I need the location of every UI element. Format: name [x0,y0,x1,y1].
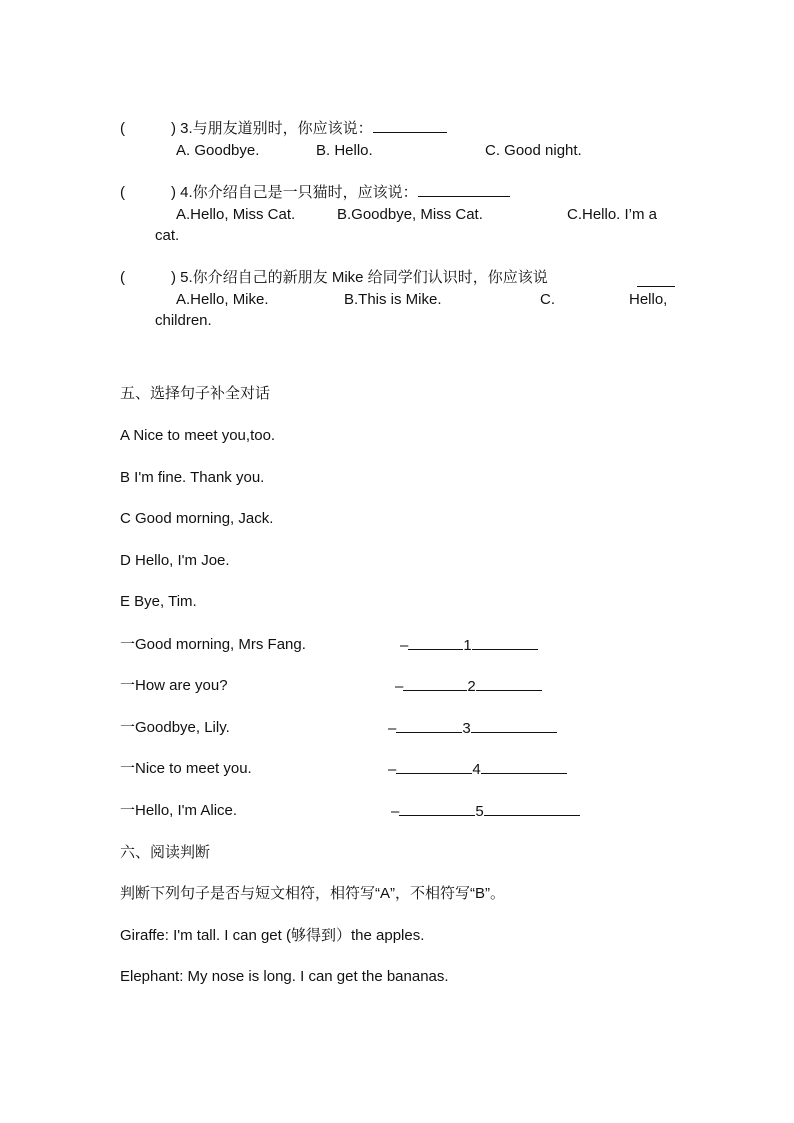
option-b: B.Goodbye, Miss Cat. [337,206,483,223]
answer-blank[interactable] [481,759,567,774]
option-b: B.This is Mike. [344,291,442,308]
reading-line-1: Giraffe: I'm tall. I can get (够得到）the apples. [120,927,425,944]
answer-blank[interactable] [399,801,475,816]
answer-blank[interactable] [471,718,557,733]
answer-paren-open: ( [120,120,125,137]
answer-paren-open: ( [120,269,125,286]
answer-blank[interactable] [396,718,462,733]
option-a: A.Hello, Mike. [176,291,269,308]
blank-number: 1 [463,637,472,654]
option-c: C. [540,291,555,308]
option-c-wrap: cat. [155,227,180,244]
choice-d: D Hello, I'm Joe. [120,552,230,569]
answer-blank[interactable] [408,635,463,650]
dialog-answer-5[interactable] [391,801,580,822]
option-c-wrap: children. [155,312,212,329]
answer-paren-close: ) [171,184,176,201]
section-6-instruction: 判断下列句子是否与短文相符，相符写“A”，不相符写“B”。 [120,885,505,902]
section-5-heading: 五、选择句子补全对话 [120,385,271,402]
answer-blank[interactable] [484,801,580,816]
answer-blank[interactable] [472,635,538,650]
section-6-heading: 六、阅读判断 [120,844,211,861]
dash: – [388,720,397,737]
dialog-answer-3[interactable] [388,718,557,739]
answer-paren-close: ) [171,269,176,286]
dialog-answer-1[interactable] [400,635,538,656]
reading-line-2: Elephant: My nose is long. I can get the bananas. [120,968,449,985]
dialog-answer-2[interactable] [395,676,542,697]
question-5 [120,268,548,288]
dash: – [395,678,404,695]
blank-number: 5 [475,803,484,820]
option-b: B. Hello. [316,142,373,159]
option-a: A.Hello, Miss Cat. [176,206,296,223]
choice-a: A Nice to meet you,too. [120,427,276,444]
choice-b: B I'm fine. Thank you. [120,469,265,486]
dash: – [388,761,397,778]
blank-number: 2 [467,678,476,695]
question-text: 3.与朋友道别时，你应该说： [180,120,373,137]
answer-blank[interactable] [403,676,467,691]
dash: – [400,637,409,654]
dialog-prompt-2: 一How are you? [120,677,228,694]
option-a: A. Goodbye. [176,142,260,159]
option-c-text: Hello, [629,291,668,308]
dash: – [391,803,400,820]
answer-blank[interactable] [373,118,447,133]
answer-blank[interactable] [418,182,510,197]
choice-c: C Good morning, Jack. [120,510,274,527]
blank-number: 4 [472,761,481,778]
dialog-answer-4[interactable] [388,759,567,780]
dialog-prompt-3: 一Goodbye, Lily. [120,719,230,736]
answer-paren-close: ) [171,120,176,137]
choice-e: E Bye, Tim. [120,593,197,610]
dialog-prompt-5: 一Hello, I'm Alice. [120,802,238,819]
option-c: C.Hello. I’m a [567,206,658,223]
question-4 [120,182,510,203]
question-text: 4.你介绍自己是一只猫时，应该说： [180,184,418,201]
answer-paren-open: ( [120,184,125,201]
answer-blank[interactable] [476,676,542,691]
answer-blank[interactable] [637,272,675,287]
option-c: C. Good night. [485,142,582,159]
dialog-prompt-1: 一Good morning, Mrs Fang. [120,636,306,653]
dialog-prompt-4: 一Nice to meet you. [120,760,252,777]
question-3 [120,118,447,139]
blank-number: 3 [462,720,471,737]
question-text: 5.你介绍自己的新朋友 Mike 给同学们认识时，你应该说 [180,269,548,286]
answer-blank[interactable] [396,759,472,774]
